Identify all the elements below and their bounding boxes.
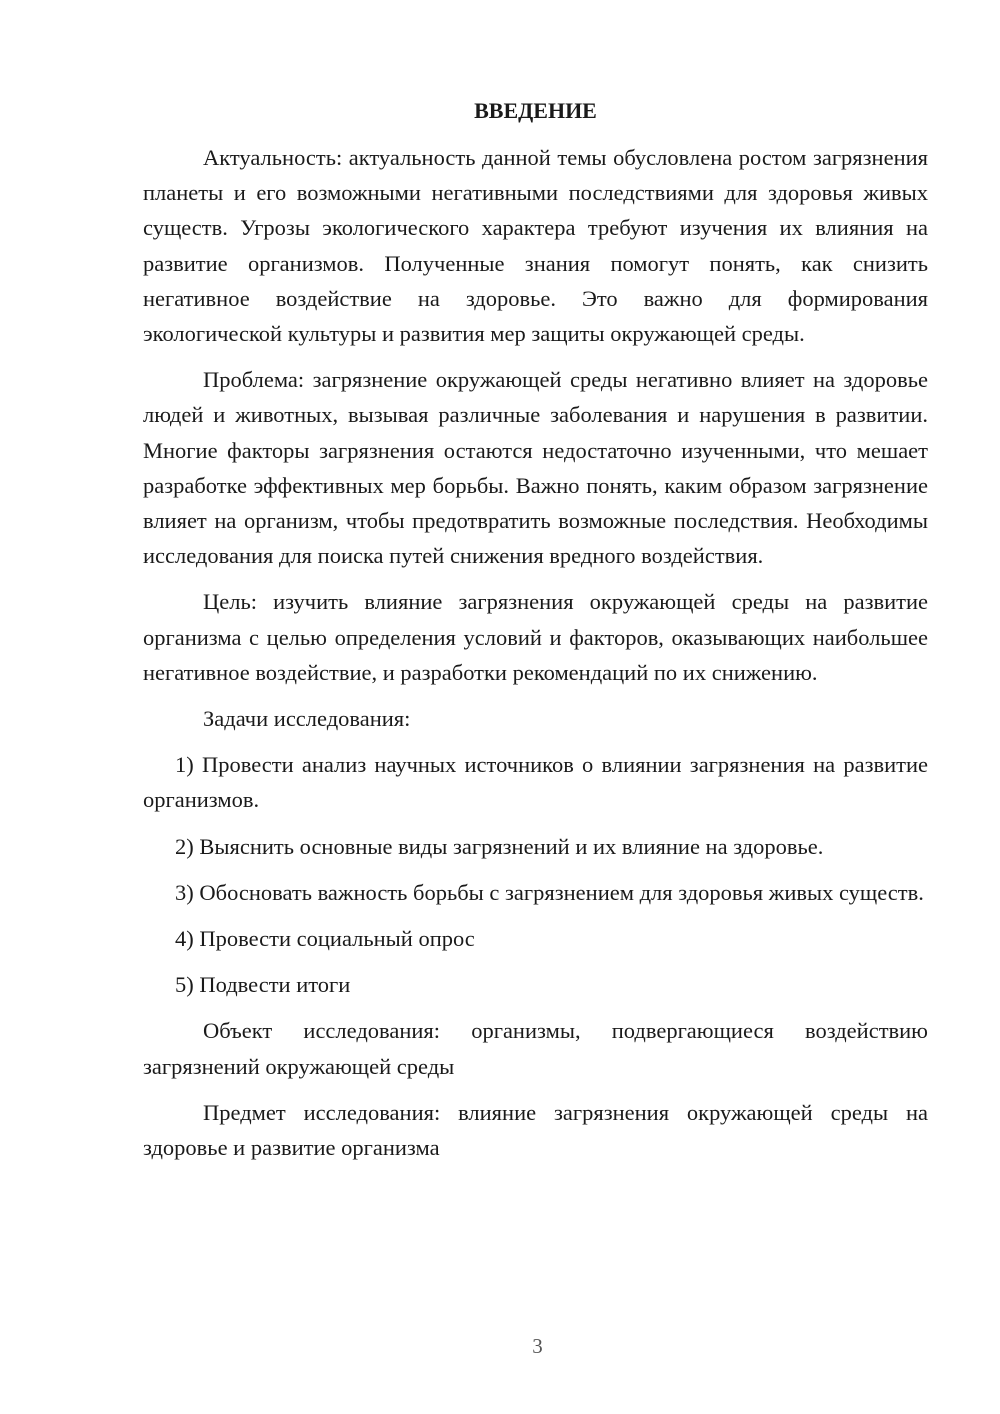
- paragraph-relevance: Актуальность: актуальность данной темы обусловлена ростом загрязнения планеты и его возможными негативными последствиями для здоровья живых существ. Угрозы экологического характера требуют изучения их влияния на развитие организмов. Полученные знания помогут понять, как снизить негативное воздействие на здоровье. Это важно для формирования экологической культуры и развития мер защиты окружающей среды.: [143, 145, 928, 347]
- task-item-1: 1) Провести анализ научных источников о влиянии загрязнения на развитие организмов.: [143, 752, 928, 813]
- paragraph-research-object: Объект исследования: организмы, подвергающиеся воздействию загрязнений окружающей среды: [143, 1018, 928, 1079]
- task-item-2: 2) Выяснить основные виды загрязнений и их влияние на здоровье.: [175, 833, 824, 859]
- page-title: ВВЕДЕНИЕ: [474, 98, 597, 123]
- task-item-5: 5) Подвести итоги: [175, 972, 351, 998]
- paragraph-research-subject: Предмет исследования: влияние загрязнения окружающей среды на здоровье и развитие организма: [143, 1099, 928, 1161]
- paragraph-problem: Проблема: загрязнение окружающей среды негативно влияет на здоровье людей и животных, вызывая различные заболевания и нарушения в развитии. Многие факторы загрязнения остаются недостаточно изученными, что мешает разработке эффективных мер борьбы. Важно понять, каким образом загрязнение влияет на организм, чтобы предотвратить возможные последствия. Необходимы исследования для поиска путей снижения вредного воздействия.: [143, 367, 928, 569]
- paragraph-goal: Цель: изучить влияние загрязнения окружающей среды на развитие организма с целью определения условий и факторов, оказывающих наибольшее негативное воздействие, и разработки рекомендаций по их снижению.: [143, 589, 928, 685]
- document-body: [143, 140, 928, 1176]
- task-item-4: 4) Провести социальный опрос: [175, 926, 475, 952]
- task-item-3: 3) Обосновать важность борьбы с загрязнением для здоровья живых существ.: [175, 879, 924, 905]
- page-number: 3: [532, 1334, 543, 1358]
- paragraph-tasks-heading: Задачи исследования:: [203, 706, 411, 732]
